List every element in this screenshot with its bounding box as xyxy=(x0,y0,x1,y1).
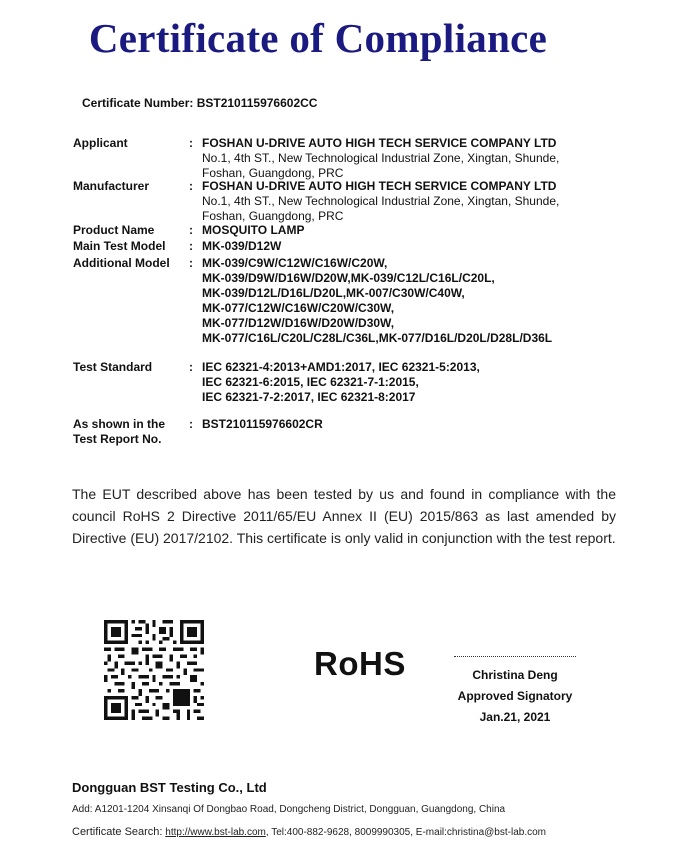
additional-model-line: MK-077/D12W/D16W/D20W/D30W, xyxy=(202,316,395,330)
applicant-address-line: Foshan, Guangdong, PRC xyxy=(202,166,344,180)
manufacturer-label: Manufacturer xyxy=(73,179,150,193)
manufacturer-value xyxy=(202,179,559,224)
test-report-value xyxy=(202,417,323,432)
colon: : xyxy=(189,179,193,193)
main-test-model-label: Main Test Model xyxy=(73,239,166,253)
compliance-statement: The EUT described above has been tested by us and found in compliance with the council RoHS 2 Directive 2011/65/EU Annex II (EU) 2015/863 as last amended by Directive (EU) 2017/2102. This certificate is only valid in conjunction with the test report. xyxy=(72,486,616,546)
additional-model-line: MK-039/D12L/D16L/D20L,MK-007/C30W/C40W, xyxy=(202,286,465,300)
footer-company: Dongguan BST Testing Co., Ltd xyxy=(72,780,267,795)
footer-address: Add: A1201-1204 Xinsanqi Of Dongbao Road, Dongcheng District, Dongguan, Guangdong, China xyxy=(72,804,506,815)
additional-model-line: MK-077/C16L/C20L/C28L/C36L,MK-077/D16L/D20L/D28L/D36L xyxy=(202,331,553,345)
product-name-text: MOSQUITO LAMP xyxy=(202,223,305,237)
manufacturer-company: FOSHAN U-DRIVE AUTO HIGH TECH SERVICE COMPANY LTD xyxy=(202,179,557,193)
product-name-label: Product Name xyxy=(73,223,155,237)
additional-model-label: Additional Model xyxy=(73,256,170,270)
certificate-search-label: Certificate Search: xyxy=(72,826,163,838)
applicant-address-line: No.1, 4th ST., New Technological Industrial Zone, Xingtan, Shunde, xyxy=(202,151,560,165)
signatory-name: Christina Deng xyxy=(472,668,558,682)
product-name-value xyxy=(202,223,304,238)
test-standard-label: Test Standard xyxy=(73,360,153,374)
website-link[interactable]: http://www.bst-lab.com xyxy=(165,827,266,838)
additional-model-line: MK-039/C9W/C12W/C16W/C20W, xyxy=(202,256,388,270)
certificate-number-value: BST210115976602CC xyxy=(196,96,318,110)
colon: : xyxy=(189,417,193,431)
applicant-value xyxy=(202,136,559,181)
signatory-date: Jan.21, 2021 xyxy=(479,710,551,724)
test-standard-value xyxy=(202,360,480,405)
signature-line xyxy=(454,656,576,657)
colon: : xyxy=(189,360,193,374)
test-report-number: BST210115976602CR xyxy=(202,417,323,431)
colon: : xyxy=(189,223,193,237)
test-standard-line: IEC 62321-4:2013+AMD1:2017, IEC 62321-5:2013, xyxy=(202,360,480,374)
additional-model-line: MK-077/C12W/C16W/C20W/C30W, xyxy=(202,301,395,315)
certificate-number xyxy=(82,96,317,110)
test-standard-line: IEC 62321-6:2015, IEC 62321-7-1:2015, xyxy=(202,375,419,389)
colon: : xyxy=(189,239,193,253)
applicant-label: Applicant xyxy=(73,136,128,150)
colon: : xyxy=(189,136,193,150)
applicant-company: FOSHAN U-DRIVE AUTO HIGH TECH SERVICE COMPANY LTD xyxy=(202,136,557,150)
certificate-number-label: Certificate Number: xyxy=(82,96,194,110)
footer-contact xyxy=(72,826,546,838)
main-test-model-value xyxy=(202,239,281,254)
colon: : xyxy=(189,256,193,270)
qr-code-icon xyxy=(104,620,204,720)
test-standard-line: IEC 62321-7-2:2017, IEC 62321-8:2017 xyxy=(202,390,416,404)
contact-info: , Tel:400-882-9628, 8009990305, E-mail:christina@bst-lab.com xyxy=(265,827,546,838)
certificate-title: Certificate of Compliance xyxy=(88,15,548,61)
main-test-model-text: MK-039/D12W xyxy=(202,239,282,253)
manufacturer-address-line: No.1, 4th ST., New Technological Industrial Zone, Xingtan, Shunde, xyxy=(202,194,560,208)
test-report-label: As shown in the Test Report No. xyxy=(73,417,166,446)
additional-model-value xyxy=(202,256,552,346)
manufacturer-address-line: Foshan, Guangdong, PRC xyxy=(202,209,344,223)
rohs-logo: RoHS xyxy=(314,645,406,682)
additional-model-line: MK-039/D9W/D16W/D20W,MK-039/C12L/C16L/C20L, xyxy=(202,271,495,285)
signatory-title: Approved Signatory xyxy=(457,689,573,703)
